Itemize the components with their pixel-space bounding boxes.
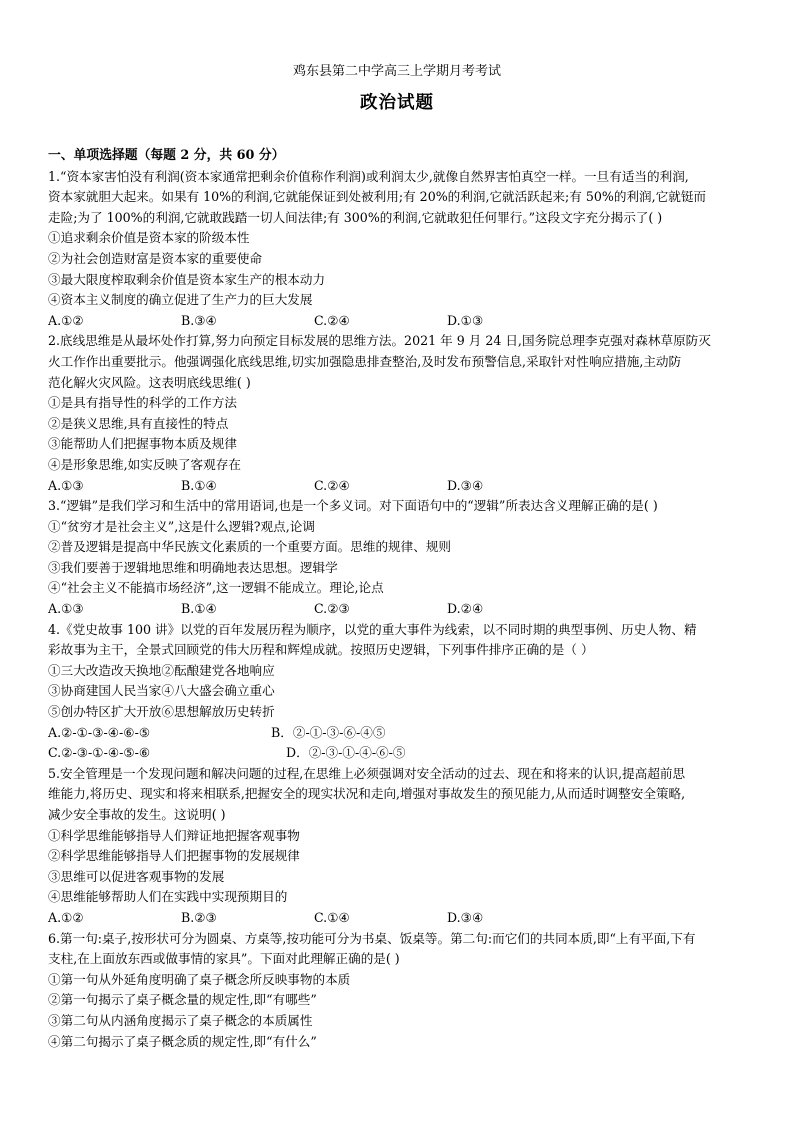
statement-3: ③能帮助人们把握事物本质及规律 [48,436,237,452]
question-stem-line: 4.《党史故事 100 讲》以党的百年发展历程为顺序，以党的重大事件为线索，以不同时期的典型事例、历史人物、精 [48,621,697,637]
option-b[interactable]: B.②③ [181,909,217,925]
question-stem-line: 火工作作出重要批示。他强调强化底线思维,切实加强隐患排查整治,及时发布预警信息,采取针对性响应措施,主动防 [48,353,682,369]
statement-1: ①是具有指导性的科学的工作方法 [48,395,237,411]
option-d[interactable]: D.③④ [447,909,484,925]
statement-4: ④是形象思维,如实反映了客观存在 [48,456,241,472]
statement-3: ③第二句从内涵角度揭示了桌子概念的本质属性 [48,1012,313,1028]
statement-pair: ③协商建国人民当家④八大盛会确立重心 [48,683,275,699]
question-stem-line: 1.“资本家害怕没有利润(资本家通常把剩余价值称作利润)或利润太少,就像自然界害怕真空一样。一旦有适当的利润, [48,168,689,184]
answer-options-row [48,743,760,764]
question-stem-line: 5.安全管理是一个发现问题和解决问题的过程,在思维上必须强调对安全活动的过去、现在和将来的认识,提高超前思 [48,765,686,781]
statement-3: ③我们要善于逻辑地思维和明确地表达思想。逻辑学 [48,559,338,575]
statement-4: ④思维能够帮助人们在实践中实现预期目的 [48,889,288,905]
statement-1: ①科学思维能够指导人们辩证地把握客观事物 [48,827,300,843]
question-stem-line: 减少安全事故的发生。这说明( ) [48,807,226,822]
answer-options [48,599,760,620]
question-stem-line: 走险;为了 100%的利润,它就敢践踏一切人间法律;有 300%的利润,它就敢犯任何罪行。”这段文字充分揭示了( ) [48,209,663,225]
option-b[interactable]: B．②-①-③-⑥-④⑤ [271,724,386,740]
question-stem-line: 6.第一句:桌子,按形状可分为圆桌、方桌等,按功能可分为书桌、饭桌等。第二句:而它们的共同本质,即“上有平面,下有 [48,930,696,946]
option-a[interactable]: A.①② [48,312,84,328]
statement-3: ③最大限度榨取剩余价值是资本家生产的根本动力 [48,271,326,287]
school-header: 鸡东县第二中学高三上学期月考考试 [292,64,501,79]
statement-4: ④资本主义制度的确立促进了生产力的巨大发展 [48,292,313,308]
answer-options-row [48,723,760,744]
answer-options [48,476,760,497]
statement-4: ④第二句揭示了桌子概念质的规定性,即“有什么” [48,1033,317,1049]
statement-4: ④“社会主义不能搞市场经济”,这一逻辑不能成立。理论,论点 [48,580,384,596]
statement-1: ①“贫穷才是社会主义”,这是什么逻辑?观点,论调 [48,518,315,534]
question-stem-line: 2.底线思维是从最坏处作打算,努力向预定目标发展的思维方法。2021 年 9 月 24 日,国务院总理李克强对森林草原防灭 [48,333,711,349]
option-c[interactable]: C.②③ [314,601,350,617]
option-d[interactable]: D.①③ [447,312,484,328]
option-d[interactable]: D．②-③-①-④-⑥-⑤ [286,745,406,761]
answer-options [48,908,760,929]
option-b[interactable]: B.③④ [181,312,217,328]
question-2 [48,331,760,496]
option-c[interactable]: C.②-③-①-④-⑤-⑥ [48,745,151,761]
statement-2: ②第一句揭示了桌子概念量的规定性,即“有哪些” [48,992,317,1008]
question-stem-line: 资本家就胆大起来。如果有 10%的利润,它就能保证到处被利用;有 20%的利润,它就活跃起来;有 50%的利润,它就铤而 [48,189,707,205]
statement-pair: ⑤创办特区扩大开放⑥思想解放历史转折 [48,704,275,720]
exam-title: 政治试题 [360,93,434,113]
statement-1: ①第一句从外延角度明确了桌子概念所反映事物的本质 [48,971,351,987]
statement-3: ③思维可以促进客观事物的发展 [48,868,225,884]
option-b[interactable]: B.①④ [181,477,217,493]
option-c[interactable]: C.②④ [314,477,350,493]
statement-2: ②为社会创造财富是资本家的重要使命 [48,250,263,266]
exam-content [48,146,760,1052]
question-1 [48,167,760,332]
statement-1: ①追求剩余价值是资本家的阶级本性 [48,230,250,246]
statement-2: ②普及逻辑是提高中华民族文化素质的一个重要方面。思维的规律、规则 [48,539,451,555]
statement-pair: ①三大改造改天换地②酝酿建党各地响应 [48,662,275,678]
option-a[interactable]: A.①② [48,909,84,925]
answer-options [48,311,760,332]
question-stem-line: 彩故事为主干，全景式回顾党的伟大历程和辉煌成就。按照历史逻辑，下列事件排序正确的是（ ） [48,642,594,658]
option-c[interactable]: C.①④ [314,909,350,925]
question-6 [48,929,760,1053]
option-b[interactable]: B.①④ [181,601,217,617]
statement-2: ②是狭义思维,具有直接性的特点 [48,415,229,431]
option-a[interactable]: A.②-①-③-④-⑥-⑤ [48,724,151,740]
question-stem-line: 维能力,将历史、现实和将来相联系,把握安全的现实状况和走向,增强对事故发生的预见能力,从而适时调整安全策略, [48,786,686,802]
option-a[interactable]: A.①③ [48,601,84,617]
question-stem-line: 范化解火灾风险。这表明底线思维( ) [48,374,251,390]
question-3 [48,496,760,620]
section-heading: 一、单项选择题（每题 2 分，共 60 分） [48,148,285,163]
option-d[interactable]: D.③④ [447,477,484,493]
option-a[interactable]: A.①③ [48,477,84,493]
question-stem-line: 3.“逻辑”是我们学习和生活中的常用语词,也是一个多义词。对下面语句中的“逻辑”所表达含义理解正确的是( ) [48,498,658,514]
statement-2: ②科学思维能够指导人们把握事物的发展规律 [48,848,300,864]
option-c[interactable]: C.②④ [314,312,350,328]
option-d[interactable]: D.②④ [447,601,484,617]
question-5 [48,764,760,929]
question-stem-line: 支柱,在上面放东西或做事情的家具”。下面对此理解正确的是( ) [48,951,400,967]
question-4 [48,620,760,764]
